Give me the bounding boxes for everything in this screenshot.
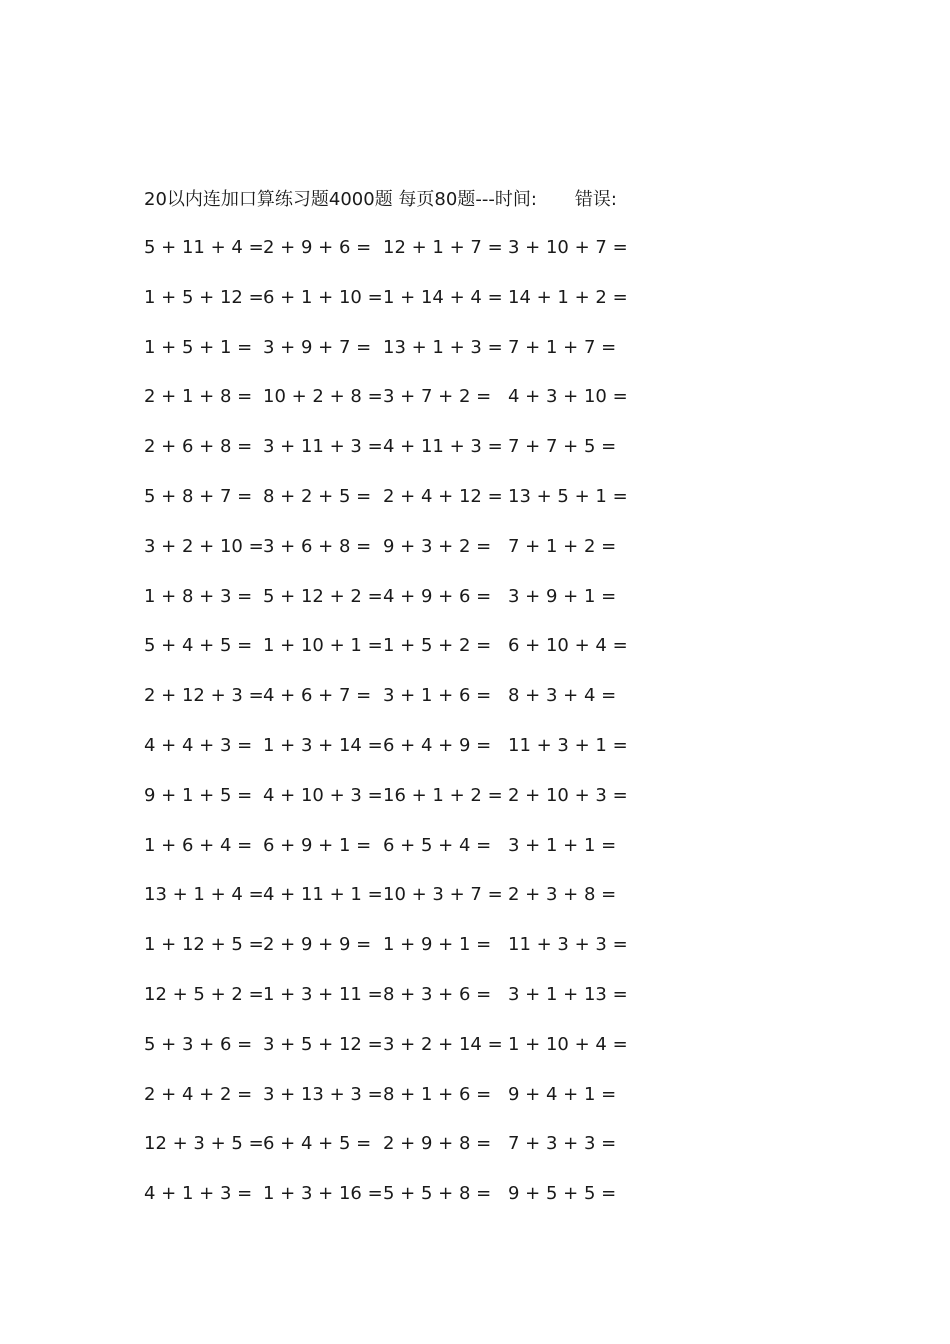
problem-row [0, 632, 950, 682]
problem-cell: 2 + 6 + 8 = [144, 436, 253, 458]
problem-cell: 11 + 3 + 3 = [508, 934, 628, 956]
problem-cell: 5 + 8 + 7 = [144, 485, 253, 507]
problem-row [0, 782, 950, 832]
errors-label: 错误: [574, 189, 617, 210]
problem-cell: 1 + 8 + 3 = [144, 585, 253, 607]
problem-cell: 3 + 11 + 3 = [263, 436, 383, 458]
problem-cell: 3 + 7 + 2 = [383, 386, 492, 408]
problem-cell: 3 + 9 + 1 = [508, 585, 617, 607]
problem-cell: 9 + 1 + 5 = [144, 784, 253, 806]
problem-cell: 5 + 11 + 4 = [144, 237, 264, 258]
problem-cell: 13 + 1 + 4 = [144, 884, 264, 906]
problem-cell: 14 + 1 + 2 = [508, 286, 628, 308]
problem-cell: 4 + 9 + 6 = [383, 585, 492, 607]
problem-row [0, 732, 950, 782]
problem-row [0, 981, 950, 1031]
problem-cell: 13 + 5 + 1 = [508, 485, 628, 507]
problem-cell: 9 + 4 + 1 = [508, 1083, 617, 1105]
problem-cell: 8 + 1 + 6 = [383, 1083, 492, 1105]
problem-cell: 6 + 1 + 10 = [263, 286, 383, 308]
problem-row [0, 1031, 950, 1081]
problem-cell: 5 + 5 + 8 = [383, 1183, 492, 1205]
problem-cell: 3 + 9 + 7 = [263, 336, 372, 358]
problem-cell: 4 + 11 + 3 = [383, 436, 503, 458]
problem-cell: 12 + 1 + 7 = [383, 237, 503, 258]
problem-cell: 5 + 12 + 2 = [263, 585, 383, 607]
problem-cell: 2 + 9 + 6 = [263, 237, 372, 258]
problem-cell: 2 + 12 + 3 = [144, 685, 264, 707]
problem-cell: 4 + 1 + 3 = [144, 1183, 253, 1205]
problem-row [0, 284, 950, 334]
problem-cell: 6 + 5 + 4 = [383, 834, 492, 856]
problem-cell: 1 + 3 + 16 = [263, 1183, 383, 1205]
problem-cell: 6 + 9 + 1 = [263, 834, 372, 856]
problem-cell: 1 + 5 + 2 = [383, 635, 492, 657]
problem-cell: 3 + 2 + 10 = [144, 535, 264, 557]
problem-row [0, 832, 950, 882]
problem-cell: 10 + 3 + 7 = [383, 884, 503, 906]
problem-cell: 1 + 3 + 11 = [263, 983, 383, 1005]
problem-row [0, 483, 950, 533]
problem-cell: 1 + 14 + 4 = [383, 286, 503, 308]
problem-cell: 13 + 1 + 3 = [383, 336, 503, 358]
problem-cell: 2 + 4 + 2 = [144, 1083, 253, 1105]
problem-row [0, 1180, 950, 1230]
problem-cell: 4 + 10 + 3 = [263, 784, 383, 806]
problem-cell: 3 + 10 + 7 = [508, 237, 628, 258]
problem-cell: 6 + 10 + 4 = [508, 635, 628, 657]
problem-cell: 7 + 1 + 2 = [508, 535, 617, 557]
problem-row [0, 334, 950, 384]
problem-cell: 9 + 3 + 2 = [383, 535, 492, 557]
problem-cell: 7 + 3 + 3 = [508, 1133, 617, 1155]
worksheet-header [144, 186, 617, 214]
problem-cell: 1 + 10 + 1 = [263, 635, 383, 657]
problem-row [0, 1081, 950, 1131]
problem-cell: 5 + 3 + 6 = [144, 1033, 253, 1055]
problem-cell: 4 + 3 + 10 = [508, 386, 628, 408]
problem-cell: 1 + 3 + 14 = [263, 734, 383, 756]
problem-row [0, 234, 950, 284]
problem-cell: 2 + 4 + 12 = [383, 485, 503, 507]
problem-cell: 3 + 1 + 1 = [508, 834, 617, 856]
problem-cell: 3 + 1 + 6 = [383, 685, 492, 707]
problem-cell: 2 + 9 + 8 = [383, 1133, 492, 1155]
problem-cell: 4 + 4 + 3 = [144, 734, 253, 756]
problem-cell: 12 + 5 + 2 = [144, 983, 264, 1005]
problem-cell: 10 + 2 + 8 = [263, 386, 383, 408]
problem-cell: 8 + 2 + 5 = [263, 485, 372, 507]
problem-cell: 3 + 2 + 14 = [383, 1033, 503, 1055]
problem-cell: 3 + 5 + 12 = [263, 1033, 383, 1055]
problem-cell: 1 + 9 + 1 = [383, 934, 492, 956]
problem-cell: 2 + 10 + 3 = [508, 784, 628, 806]
problem-cell: 4 + 11 + 1 = [263, 884, 383, 906]
problem-row [0, 583, 950, 633]
problem-cell: 1 + 6 + 4 = [144, 834, 253, 856]
problem-cell: 1 + 5 + 1 = [144, 336, 253, 358]
problem-cell: 9 + 5 + 5 = [508, 1183, 617, 1205]
problem-row [0, 1130, 950, 1180]
problem-cell: 1 + 12 + 5 = [144, 934, 264, 956]
problem-cell: 6 + 4 + 9 = [383, 734, 492, 756]
problem-cell: 4 + 6 + 7 = [263, 685, 372, 707]
problem-cell: 2 + 3 + 8 = [508, 884, 617, 906]
problem-grid [0, 234, 950, 1230]
problem-row [0, 533, 950, 583]
problem-cell: 11 + 3 + 1 = [508, 734, 628, 756]
problem-cell: 12 + 3 + 5 = [144, 1133, 264, 1155]
problem-cell: 3 + 13 + 3 = [263, 1083, 383, 1105]
problem-cell: 2 + 1 + 8 = [144, 386, 253, 408]
worksheet-title: 20以内连加口算练习题4000题 每页80题---时间: [144, 189, 537, 210]
problem-cell: 8 + 3 + 6 = [383, 983, 492, 1005]
problem-row [0, 931, 950, 981]
problem-cell: 5 + 4 + 5 = [144, 635, 253, 657]
problem-row [0, 682, 950, 732]
problem-cell: 7 + 7 + 5 = [508, 436, 617, 458]
problem-cell: 1 + 5 + 12 = [144, 286, 264, 308]
problem-cell: 3 + 1 + 13 = [508, 983, 628, 1005]
problem-cell: 1 + 10 + 4 = [508, 1033, 628, 1055]
problem-cell: 3 + 6 + 8 = [263, 535, 372, 557]
problem-row [0, 881, 950, 931]
problem-cell: 7 + 1 + 7 = [508, 336, 617, 358]
problem-cell: 16 + 1 + 2 = [383, 784, 503, 806]
problem-cell: 8 + 3 + 4 = [508, 685, 617, 707]
problem-cell: 2 + 9 + 9 = [263, 934, 372, 956]
problem-row [0, 433, 950, 483]
problem-row [0, 383, 950, 433]
problem-cell: 6 + 4 + 5 = [263, 1133, 372, 1155]
